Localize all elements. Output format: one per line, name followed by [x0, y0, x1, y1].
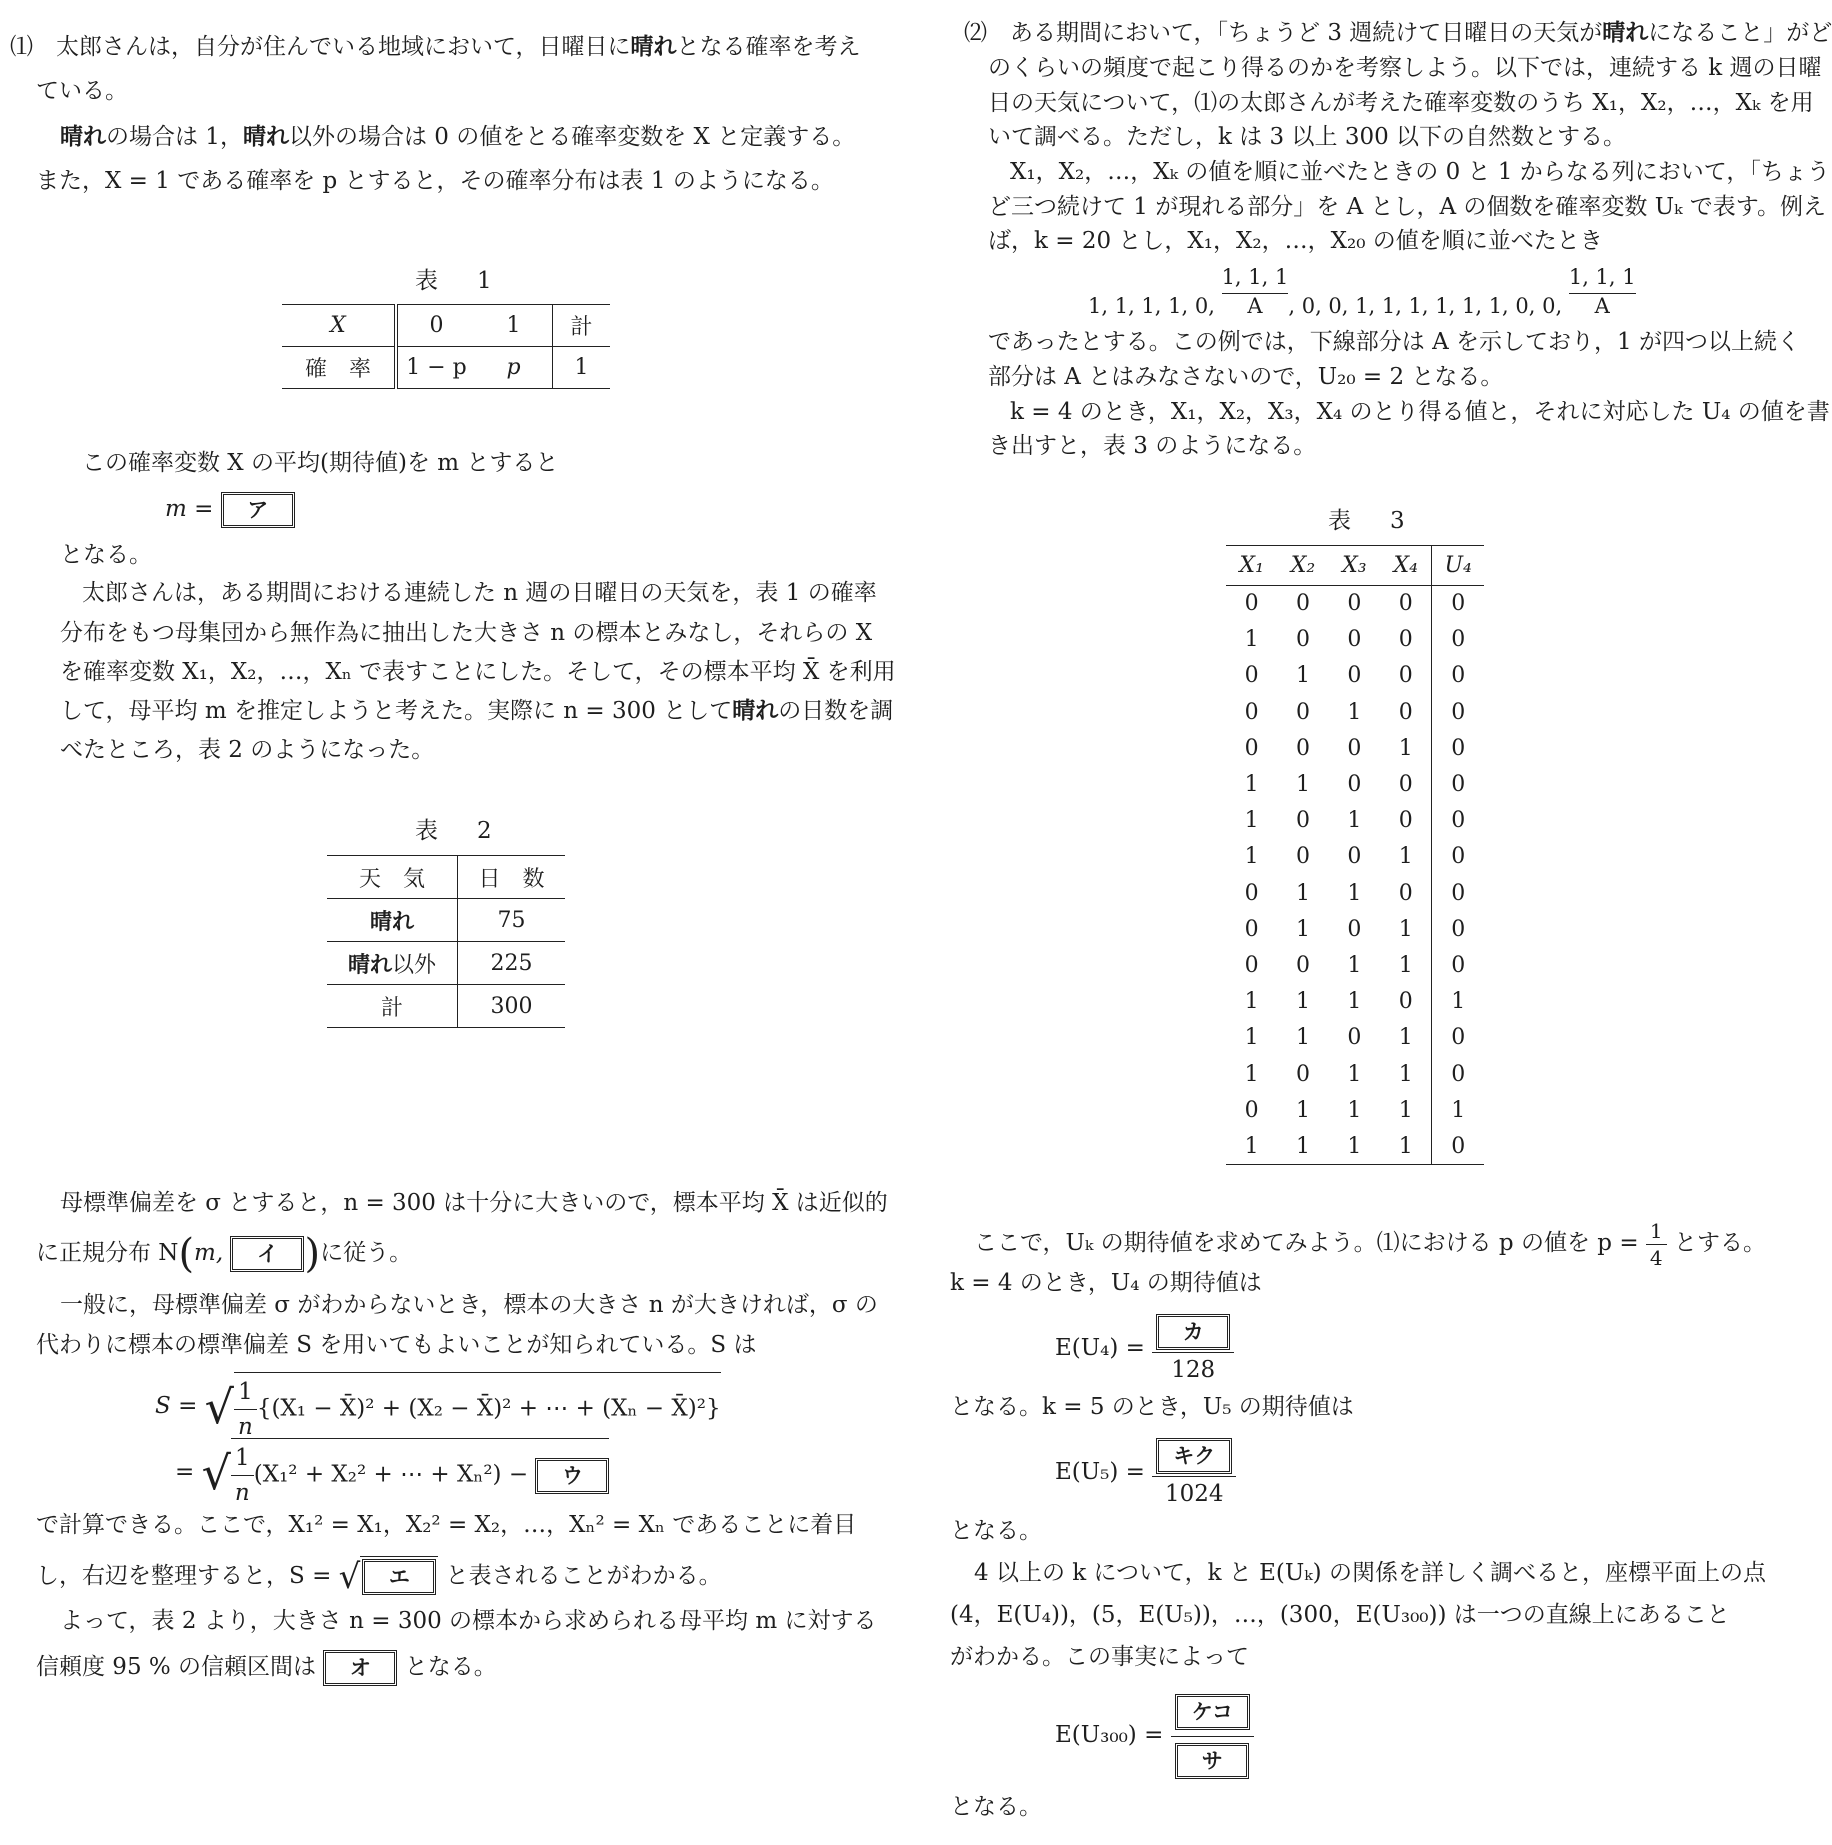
table3-cell: 1 — [1347, 1097, 1362, 1123]
table3-cell: 1 — [1296, 1097, 1311, 1123]
table3-cell: 1 — [1347, 699, 1362, 725]
answer-box-o[interactable]: オ — [323, 1650, 397, 1686]
underlined-group — [1222, 262, 1289, 318]
q2-line5: X₁，X₂，…，Xₖ の値を順に並べたときの 0 と 1 からなる列において，「ちょう — [1010, 159, 1830, 185]
table2-header: 日 数 — [478, 866, 545, 892]
table3 — [1226, 545, 1484, 1165]
table3-cell: 1 — [1296, 989, 1311, 1015]
para6-line2 — [36, 1556, 722, 1595]
eu5-equation — [1055, 1432, 1236, 1512]
table3-row — [1226, 1020, 1484, 1056]
sqrt-sign: √ — [338, 1557, 361, 1597]
table3-cell: 0 — [1347, 663, 1362, 689]
answer-box-e[interactable]: エ — [362, 1559, 436, 1595]
table3-header: X₁ — [1239, 553, 1264, 578]
table3-row — [1226, 622, 1484, 658]
table3-cell: 0 — [1296, 735, 1311, 761]
table3-cell: 1 — [1296, 1025, 1311, 1051]
table3-cell: 1 — [1296, 772, 1311, 798]
answer-box-a[interactable]: ア — [221, 492, 295, 528]
table3-row — [1226, 839, 1484, 875]
problem1-line1 — [10, 32, 861, 62]
table3-header: X₂ — [1290, 553, 1316, 578]
table3-cell: 1 — [1380, 1128, 1432, 1164]
text: 信頼度 95 % の信頼区間は — [36, 1654, 317, 1680]
denominator: 128 — [1171, 1356, 1216, 1383]
sqrt-sign: √ — [201, 1446, 231, 1500]
problem1-line2: ている。 — [36, 78, 128, 104]
text: の日数を調 — [778, 698, 894, 724]
final-line: となる。 — [950, 1794, 1042, 1820]
table3-row — [1226, 875, 1484, 911]
q3-line1 — [974, 1218, 1766, 1268]
table3-header: X₃ — [1342, 553, 1367, 578]
bold-text: 晴れ — [347, 952, 392, 978]
table3-cell: 0 — [1451, 916, 1466, 942]
text: E(U₅) = — [1055, 1459, 1153, 1485]
table2-cell: 晴れ以外 — [327, 942, 458, 985]
para3-line3: を確率変数 X₁，X₂，…，Xₙ で表すことにした。そして，その標本平均 X̄ を利用 — [60, 659, 896, 685]
answer-box-kiku[interactable]: キク — [1156, 1438, 1232, 1474]
table1-cell: 1 — [574, 355, 589, 380]
table3-cell: 1 — [1347, 989, 1362, 1015]
text: (X₁² + X₂² + ⋯ + Xₙ²) − — [253, 1461, 529, 1488]
para6-line1: で計算できる。ここで，X₁² = X₁，X₂² = X₂，…，Xₙ² = Xₙ であることに着目 — [36, 1512, 857, 1538]
text: E(U₄) = — [1055, 1335, 1153, 1361]
para4-line2 — [36, 1231, 413, 1277]
fraction — [231, 1443, 254, 1508]
table1-cell: 確 率 — [282, 347, 396, 389]
table3-cell: 1 — [1347, 1133, 1362, 1159]
s-formula-line1: S = √ $\frac{1}{n}$ {(X₁ − X̄)² + (X₂ − X̄)² + ⋯ + (Xₙ − X̄)²} — [155, 1372, 721, 1434]
table2-cell: 225 — [490, 950, 533, 976]
para5-line1: 一般に，母標準偏差 σ がわからないとき，標本の大きさ n が大きければ，σ の — [60, 1292, 878, 1318]
sequence-text: 1, 1, 1, 1, 0, — [1088, 294, 1222, 318]
table3-row — [1226, 1092, 1484, 1128]
table3-cell: 0 — [1451, 627, 1466, 653]
para7-line2 — [36, 1650, 497, 1686]
paren-right: ) — [304, 1231, 321, 1277]
eu4-equation — [1055, 1308, 1234, 1388]
table3-cell: 0 — [1380, 586, 1432, 622]
table3-cell: 0 — [1347, 916, 1362, 942]
text: ⑵ ある期間において，「ちょうど 3 週続けて日曜日の天気が — [964, 20, 1603, 46]
table3-cell: 1 — [1244, 1133, 1259, 1159]
eu300-equation — [1055, 1680, 1254, 1790]
text: とする。 — [1673, 1230, 1766, 1256]
table3-row — [1226, 1056, 1484, 1092]
problem1-line3 — [60, 122, 855, 152]
para3-line4 — [60, 696, 893, 726]
s-symbol: S — [155, 1393, 171, 1419]
mean-intro: この確率変数 X の平均(期待値)を m とすると — [82, 450, 559, 476]
q4-line3: がわかる。この事実によって — [950, 1644, 1249, 1670]
table3-cell: 1 — [1347, 1061, 1362, 1087]
underline-label: A — [1569, 293, 1636, 318]
text: m = — [165, 496, 221, 522]
table3-row — [1226, 911, 1484, 947]
q4-line2: (4，E(U₄))，(5，E(U₅))，…，(300，E(U₃₀₀)) は一つの直線上にあること — [950, 1602, 1730, 1628]
problem1-line4: また，X = 1 である確率を p とすると，その確率分布は表 1 のようになる。 — [36, 168, 834, 194]
text: に従う。 — [320, 1240, 413, 1266]
table3-cell: 0 — [1380, 803, 1432, 839]
table3-caption: 表 3 — [1328, 508, 1413, 534]
q4-line1: 4 以上の k について，k と E(Uₖ) の関係を詳しく調べると，座標平面上の点 — [974, 1560, 1766, 1586]
underline-label: A — [1222, 293, 1289, 318]
table3-row — [1226, 658, 1484, 694]
table3-header: U₄ — [1444, 553, 1472, 578]
table3-cell: 0 — [1451, 772, 1466, 798]
sequence-text: , 0, 0, 1, 1, 1, 1, 1, 1, 0, 0, — [1288, 294, 1569, 318]
table3-cell: 0 — [1296, 699, 1311, 725]
mean-equation — [165, 492, 295, 528]
text: 以外の場合は 0 の値をとる確率変数を X と定義する。 — [288, 124, 856, 150]
table3-cell: 0 — [1451, 1061, 1466, 1087]
table3-header: X₄ — [1380, 546, 1432, 586]
table3-cell: 0 — [1451, 591, 1466, 617]
q2-line1 — [964, 18, 1832, 48]
table3-cell: 0 — [1296, 844, 1311, 870]
q2-line2: のくらいの頻度で起こり得るのかを考察しよう。以下では，連続する k 週の日曜 — [988, 55, 1822, 81]
paren-left: ( — [178, 1231, 195, 1277]
answer-box-u[interactable]: ウ — [535, 1458, 609, 1494]
table3-cell: 1 — [1244, 844, 1259, 870]
table3-cell: 0 — [1347, 591, 1362, 617]
s-formula-line2: = √ $\frac{1}{n}$ (X₁² + X₂² + ⋯ + Xₙ²) − ウ — [175, 1438, 609, 1500]
numerator: 1 — [231, 1443, 254, 1476]
table3-cell: 0 — [1244, 952, 1259, 978]
bold-text: 晴れ — [1602, 20, 1649, 46]
table3-cell: 1 — [1347, 952, 1362, 978]
text: ⑴ 太郎さんは，自分が住んでいる地域において，日曜日に — [10, 34, 631, 60]
table3-cell: 1 — [1296, 880, 1311, 906]
table3-cell: 0 — [1451, 808, 1466, 834]
example-sequence — [1088, 262, 1636, 321]
table3-cell: 0 — [1296, 591, 1311, 617]
text: に正規分布 N — [36, 1240, 179, 1266]
table2-cell: 晴れ — [327, 899, 458, 942]
table3-row — [1226, 766, 1484, 802]
table3-cell: 0 — [1347, 1025, 1362, 1051]
table3-cell: 0 — [1244, 591, 1259, 617]
table3-row — [1226, 586, 1484, 622]
denominator: n — [237, 1414, 253, 1440]
table3-cell: 0 — [1380, 875, 1432, 911]
sequence-text: 1, 1, 1 — [1568, 265, 1636, 289]
fraction-eu300 — [1171, 1694, 1254, 1779]
bold-text: 晴れ — [630, 34, 677, 60]
table1-caption: 表 1 — [415, 268, 500, 294]
table3-cell: 0 — [1380, 766, 1432, 802]
para7-line1: よって，表 2 より，大きさ n = 300 の標本から求められる母平均 m に対する — [60, 1608, 877, 1634]
table3-cell: 1 — [1296, 1133, 1311, 1159]
text: となる。 — [404, 1654, 497, 1680]
text: して，母平均 m を推定しようと考えた。実際に n = 300 として — [60, 698, 733, 724]
table3-cell: 0 — [1380, 984, 1432, 1020]
table3-cell: 0 — [1380, 622, 1432, 658]
text: m, — [194, 1240, 224, 1266]
table3-cell: 0 — [1296, 627, 1311, 653]
table2-cell: 75 — [497, 907, 526, 933]
table3-row — [1226, 984, 1484, 1020]
text: ここで，Uₖ の期待値を求めてみよう。⑴における p の値を p = — [974, 1230, 1646, 1256]
table3-cell: 0 — [1296, 808, 1311, 834]
table3-cell: 1 — [1244, 808, 1259, 834]
denominator: 1024 — [1164, 1480, 1224, 1507]
table3-cell: 1 — [1347, 808, 1362, 834]
table1-cell: 1 − p — [406, 355, 467, 380]
table3-cell: 0 — [1451, 735, 1466, 761]
table3-cell: 1 — [1380, 947, 1432, 983]
table3-cell: 1 — [1380, 730, 1432, 766]
table3-cell: 0 — [1451, 880, 1466, 906]
q2-line4: いて調べる。ただし，k は 3 以上 300 以下の自然数とする。 — [988, 124, 1627, 150]
table3-row — [1226, 1128, 1484, 1164]
table3-cell: 0 — [1296, 1061, 1311, 1087]
table3-cell: 1 — [1296, 663, 1311, 689]
answer-box-sa[interactable]: サ — [1175, 1743, 1249, 1779]
denominator — [1171, 1737, 1253, 1779]
table3-cell: 0 — [1380, 694, 1432, 730]
q2-line11: k = 4 のとき，X₁，X₂，X₃，X₄ のとり得る値と，それに対応した U₄ の値を書 — [1010, 399, 1830, 425]
para4-line1: 母標準偏差を σ とすると，n = 300 は十分に大きいので，標本平均 X̄ は近似的 — [60, 1190, 888, 1216]
table3-cell: 1 — [1347, 880, 1362, 906]
table1-cell: p — [475, 347, 553, 389]
numerator: 1 — [1646, 1220, 1667, 1245]
table3-cell: 1 — [1451, 1097, 1466, 1123]
sqrt-body — [360, 1556, 438, 1595]
numerator — [1152, 1438, 1236, 1477]
q3-line4: となる。k = 5 のとき，U₅ の期待値は — [950, 1394, 1354, 1420]
fraction-eu5 — [1152, 1438, 1236, 1509]
q2-line9: であったとする。この例では，下線部分は A を示しており，1 が四つ以上続く — [988, 329, 1800, 355]
fraction — [234, 1377, 257, 1442]
table3-cell: 0 — [1244, 916, 1259, 942]
text: となる確率を考え — [676, 34, 861, 60]
table3-cell: 1 — [1244, 772, 1259, 798]
table3-row — [1226, 947, 1484, 983]
table3-cell: 0 — [1451, 844, 1466, 870]
bold-text: 晴れ — [732, 698, 779, 724]
denominator: n — [234, 1480, 250, 1506]
fraction-eu4 — [1152, 1314, 1234, 1385]
table3-cell: 0 — [1296, 952, 1311, 978]
table3-cell: 0 — [1244, 880, 1259, 906]
table3-cell: 1 — [1296, 916, 1311, 942]
q2-line7: ば，k = 20 とし，X₁，X₂，…，X₂₀ の値を順に並べたとき — [988, 228, 1603, 254]
table3-cell: 0 — [1451, 699, 1466, 725]
sequence-text: 1, 1, 1 — [1221, 265, 1289, 289]
table1-cell: 計 — [570, 315, 593, 340]
text: と表されることがわかる。 — [445, 1563, 722, 1589]
denominator: 4 — [1649, 1245, 1663, 1270]
bold-text: 晴れ — [242, 124, 289, 150]
table3-cell: 1 — [1244, 989, 1259, 1015]
para3-line2: 分布をもつ母集団から無作為に抽出した大きさ n の標本とみなし，それらの X — [60, 620, 873, 646]
q2-line10: 部分は A とはみなさないので，U₂₀ = 2 となる。 — [988, 364, 1504, 390]
table1-cell: 1 — [475, 305, 553, 347]
table3-cell: 0 — [1451, 663, 1466, 689]
q3-line2: k = 4 のとき，U₄ の期待値は — [950, 1270, 1262, 1296]
table3-cell: 0 — [1244, 735, 1259, 761]
table3-cell: 1 — [1244, 1061, 1259, 1087]
table3-cell: 1 — [1380, 911, 1432, 947]
q2-line3: 日の天気について，⑴の太郎さんが考えた確率変数のうち X₁，X₂，…，Xₖ を用 — [988, 90, 1814, 116]
table1-cell: 0 — [429, 313, 444, 338]
table3-cell: 1 — [1380, 839, 1432, 875]
text: E(U₃₀₀) = — [1055, 1722, 1171, 1748]
q3-line6: となる。 — [950, 1518, 1042, 1544]
mean-end: となる。 — [60, 542, 152, 568]
table3-row — [1226, 694, 1484, 730]
numerator — [1152, 1314, 1234, 1353]
text: の場合は 1， — [106, 124, 243, 150]
answer-box-keko[interactable]: ケコ — [1175, 1694, 1250, 1730]
table3-cell: 0 — [1244, 1097, 1259, 1123]
para5-line2: 代わりに標本の標準偏差 S を用いてもよいことが知られている。S は — [36, 1332, 757, 1358]
table3-cell: 0 — [1347, 772, 1362, 798]
fraction-p — [1646, 1220, 1667, 1269]
bold-text: 晴れ — [60, 124, 106, 150]
table3-cell: 1 — [1380, 1056, 1432, 1092]
sqrt-body — [231, 1438, 610, 1508]
sqrt-sign: √ — [204, 1380, 234, 1434]
numerator: 1 — [234, 1377, 257, 1410]
q2-line6: ど三つ続けて 1 が現れる部分」を A とし，A の個数を確率変数 Uₖ で表す。例え — [988, 194, 1826, 220]
table3-cell: 0 — [1347, 844, 1362, 870]
table3-cell: 1 — [1244, 1025, 1259, 1051]
answer-box-ka[interactable]: カ — [1156, 1314, 1230, 1350]
answer-box-i[interactable]: イ — [230, 1236, 304, 1272]
table3-cell: 0 — [1451, 1025, 1466, 1051]
table3-cell: 0 — [1380, 658, 1432, 694]
table3-cell: 1 — [1244, 627, 1259, 653]
table2-header: 天 気 — [327, 856, 458, 899]
underlined-group — [1569, 262, 1636, 318]
table3-cell: 0 — [1451, 1133, 1466, 1159]
table3-cell: 0 — [1244, 663, 1259, 689]
para3-line5: べたところ，表 2 のようになった。 — [60, 737, 435, 763]
table3-cell: 0 — [1451, 952, 1466, 978]
table2-caption: 表 2 — [415, 818, 500, 844]
q2-line12: き出すと，表 3 のようになる。 — [988, 433, 1317, 459]
table1-cell: X — [282, 305, 396, 347]
table3-cell: 1 — [1380, 1092, 1432, 1128]
table2-cell: 計 — [327, 985, 458, 1028]
table2 — [327, 855, 565, 1028]
table3-row — [1226, 803, 1484, 839]
table1 — [282, 304, 610, 389]
numerator — [1171, 1694, 1254, 1737]
text: {(X₁ − X̄)² + (X₂ − X̄)² + ⋯ + (Xₙ − X̄)²} — [256, 1395, 721, 1422]
sqrt-body — [234, 1372, 721, 1442]
text: になること」がど — [1648, 20, 1832, 46]
para3-line1: 太郎さんは，ある期間における連続した n 週の日曜日の天気を，表 1 の確率 — [82, 580, 877, 606]
table2-cell: 300 — [490, 993, 533, 1019]
table3-cell: 0 — [1347, 627, 1362, 653]
table3-cell: 1 — [1380, 1020, 1432, 1056]
table3-cell: 0 — [1244, 699, 1259, 725]
table3-row — [1226, 730, 1484, 766]
table3-cell: 1 — [1451, 989, 1466, 1015]
text: し，右辺を整理すると，S = — [36, 1563, 339, 1589]
table3-cell: 0 — [1347, 735, 1362, 761]
